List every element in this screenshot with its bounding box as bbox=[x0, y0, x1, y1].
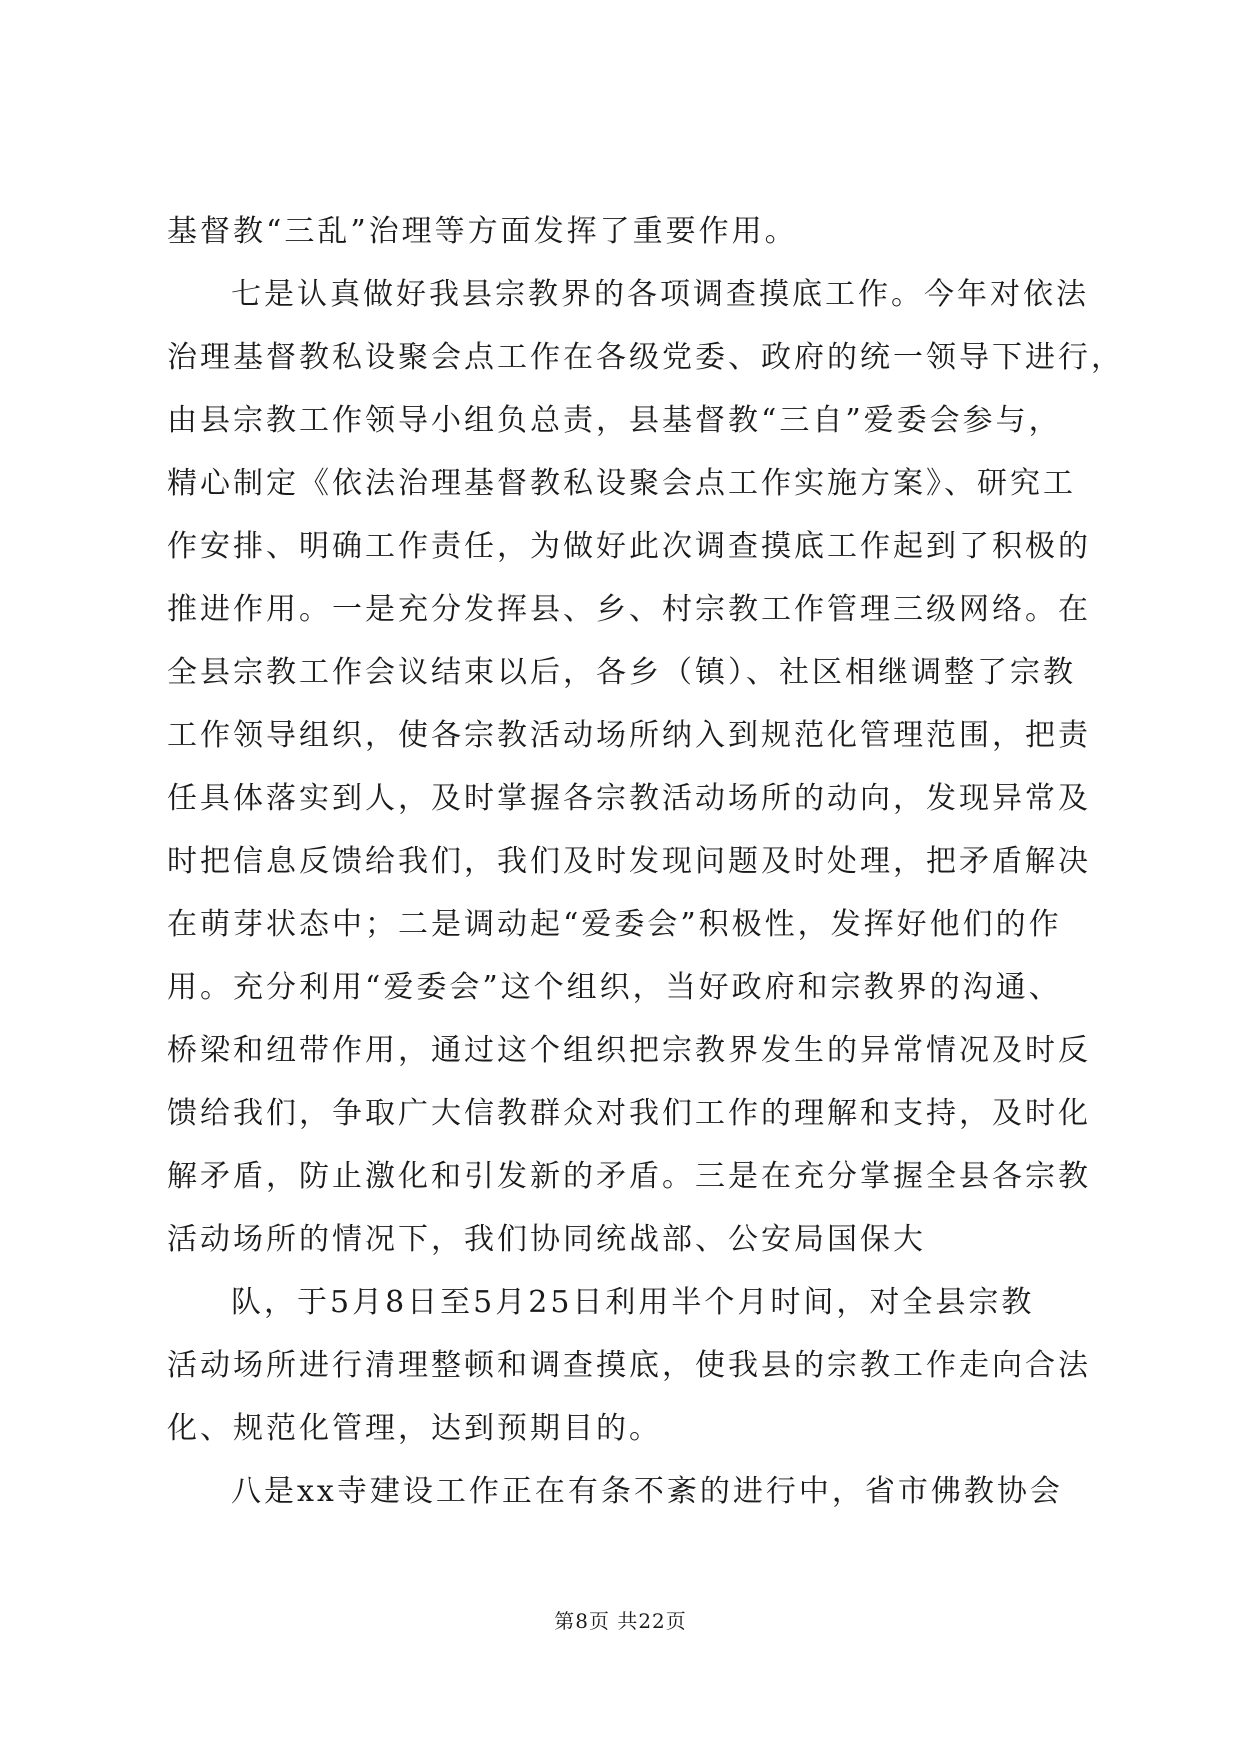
text-line: 工作领导组织，使各宗教活动场所纳入到规范化管理范围，把责 bbox=[167, 718, 1091, 753]
text-line: 化、规范化管理，达到预期目的。 bbox=[167, 1411, 662, 1446]
text-line: 时把信息反馈给我们，我们及时发现问题及时处理，把矛盾解决 bbox=[167, 844, 1091, 879]
text-line: 用。充分利用“爱委会”这个组织，当好政府和宗教界的沟通、 bbox=[167, 970, 1062, 1005]
text-line: 精心制定《依法治理基督教私设聚会点工作实施方案》、研究工 bbox=[167, 466, 1076, 501]
paragraph-start-line: 八是xx寺建设工作正在有条不紊的进行中，省市佛教协会 bbox=[231, 1474, 1063, 1509]
text-line: 基督教“三乱”治理等方面发挥了重要作用。 bbox=[167, 214, 798, 249]
text-line: 馈给我们，争取广大信教群众对我们工作的理解和支持，及时化 bbox=[167, 1096, 1091, 1131]
text-line: 全县宗教工作会议结束以后，各乡（镇）、社区相继调整了宗教 bbox=[167, 655, 1076, 690]
paragraph-start-line: 队，于5月8日至5月25日利用半个月时间，对全县宗教 bbox=[231, 1285, 1035, 1320]
text-line: 作安排、明确工作责任，为做好此次调查摸底工作起到了积极的 bbox=[167, 529, 1091, 564]
text-line: 桥梁和纽带作用，通过这个组织把宗教界发生的异常情况及时反 bbox=[167, 1033, 1091, 1068]
text-line: 任具体落实到人，及时掌握各宗教活动场所的动向，发现异常及 bbox=[167, 781, 1091, 816]
paragraph-start-line: 七是认真做好我县宗教界的各项调查摸底工作。今年对依法 bbox=[231, 277, 1089, 312]
text-line: 活动场所的情况下，我们协同统战部、公安局国保大 bbox=[167, 1222, 926, 1257]
text-line: 在萌芽状态中；二是调动起“爱委会”积极性，发挥好他们的作 bbox=[167, 907, 1062, 942]
text-line: 治理基督教私设聚会点工作在各级党委、政府的统一领导下进行， bbox=[167, 340, 1124, 375]
text-line: 由县宗教工作领导小组负总责，县基督教“三自”爱委会参与， bbox=[167, 403, 1062, 438]
text-line: 解矛盾，防止激化和引发新的矛盾。三是在充分掌握全县各宗教 bbox=[167, 1159, 1091, 1194]
page-number-footer: 第8页 共22页 bbox=[554, 1609, 687, 1633]
text-line: 活动场所进行清理整顿和调查摸底，使我县的宗教工作走向合法 bbox=[167, 1348, 1091, 1383]
text-line: 推进作用。一是充分发挥县、乡、村宗教工作管理三级网络。在 bbox=[167, 592, 1091, 627]
document-body bbox=[167, 200, 1124, 1523]
